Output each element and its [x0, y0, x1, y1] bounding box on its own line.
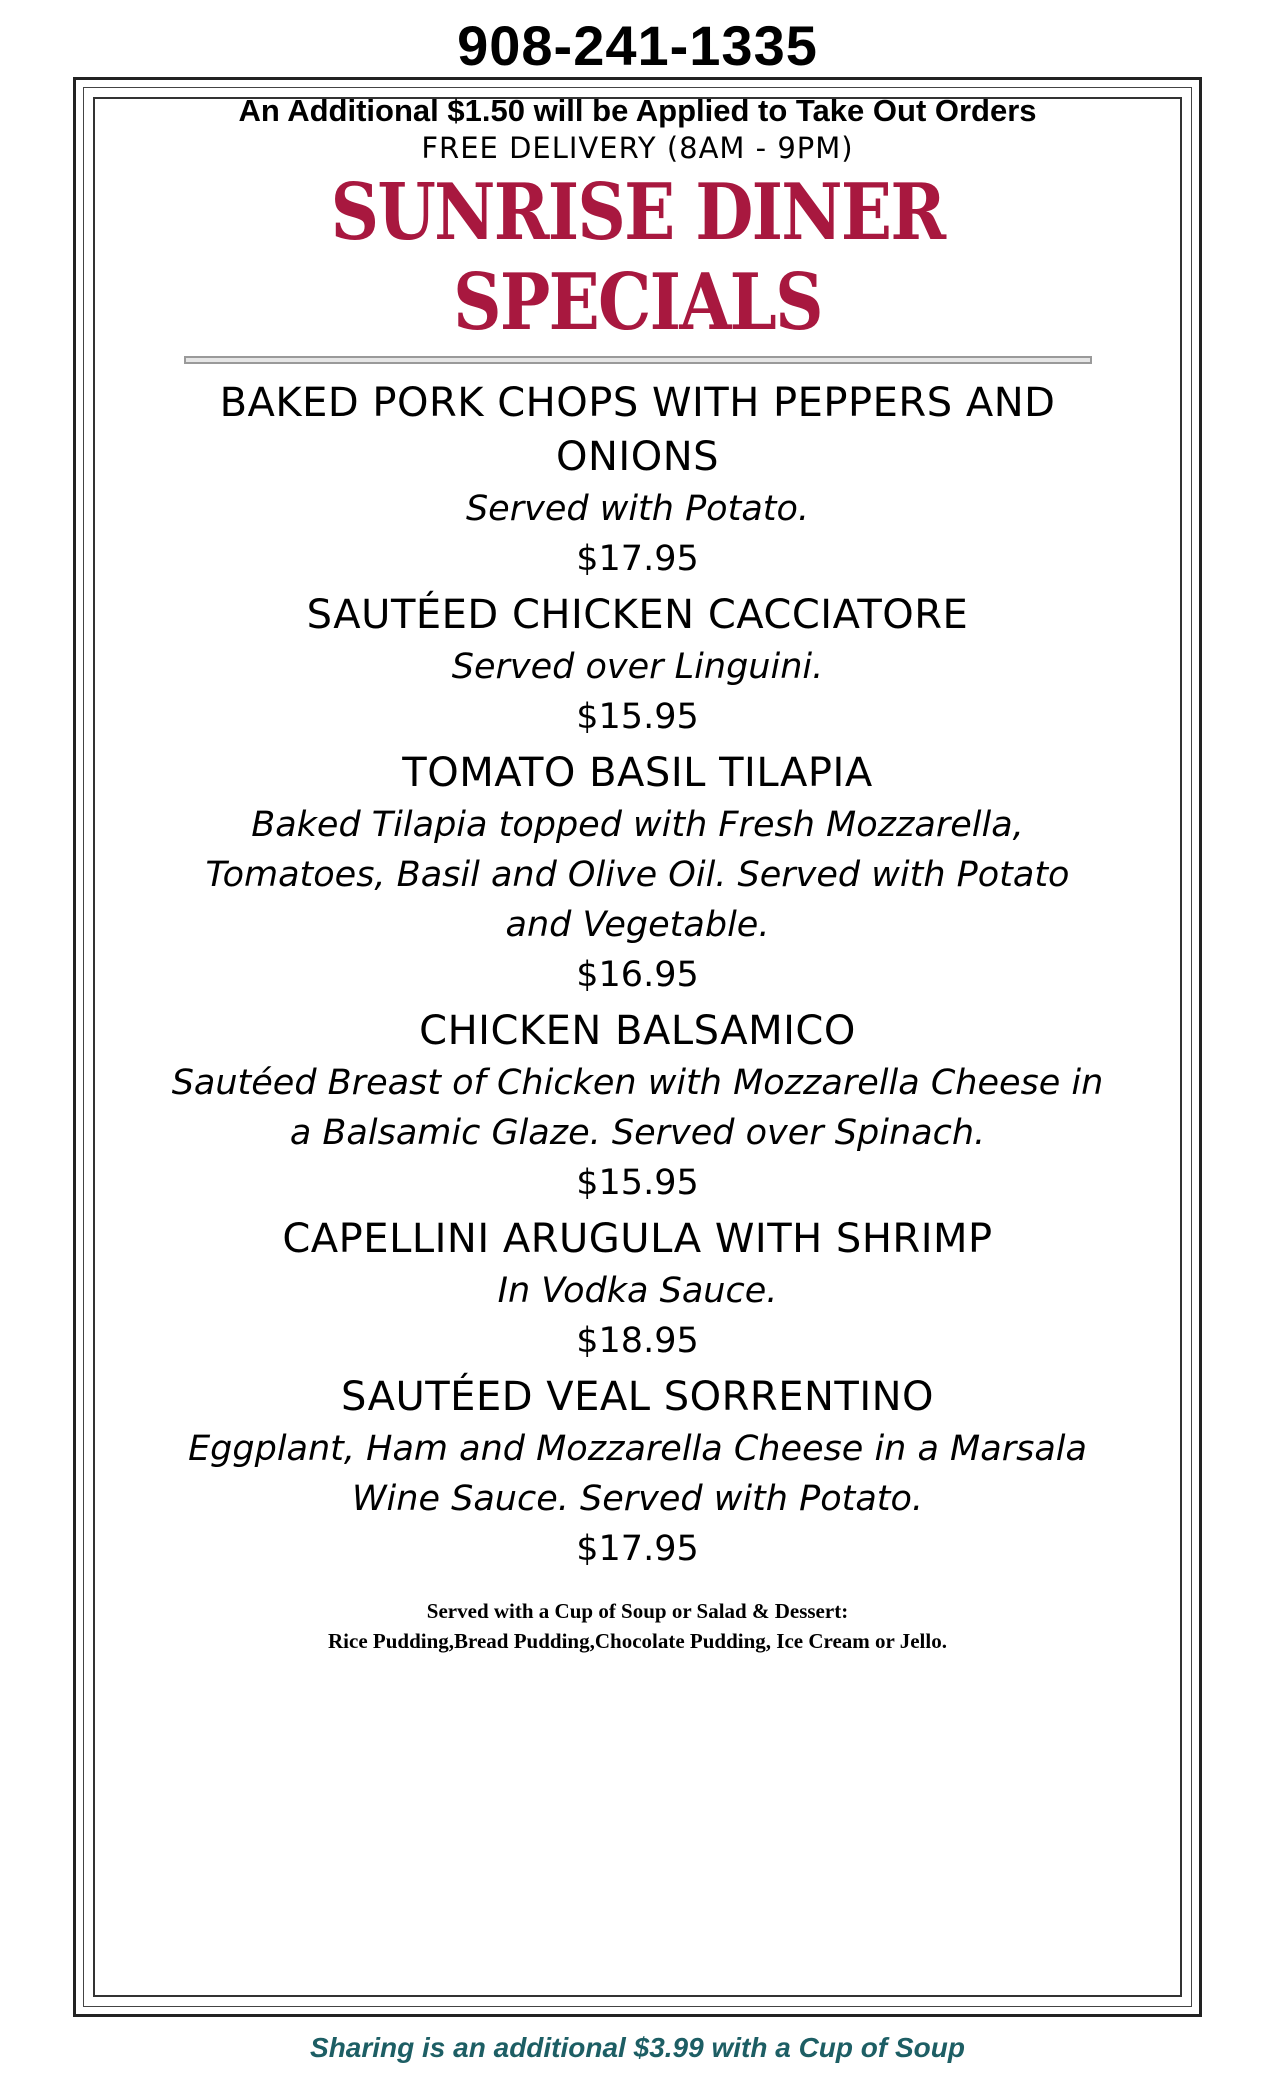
special-item	[120, 1370, 1155, 1574]
title-divider	[184, 356, 1092, 364]
item-name: BAKED PORK CHOPS WITH PEPPERS AND ONIONS	[219, 380, 1056, 480]
item-name: CAPELLINI ARUGULA WITH SHRIMP	[282, 1216, 993, 1262]
special-item	[120, 746, 1155, 1000]
phone-number-row	[0, 14, 1275, 77]
item-price: $16.95	[576, 955, 699, 995]
special-item	[120, 376, 1155, 584]
item-price: $15.95	[576, 697, 699, 737]
special-item	[120, 1004, 1155, 1208]
item-price: $18.95	[576, 1321, 699, 1361]
item-price: $15.95	[576, 1163, 699, 1203]
item-description: Served with Potato.	[465, 489, 810, 529]
sides-footnote	[120, 1596, 1155, 1656]
menu-content	[120, 92, 1155, 1656]
sharing-note: Sharing is an additional $3.99 with a Cup of Soup	[310, 2032, 965, 2063]
item-price: $17.95	[576, 539, 699, 579]
delivery-note: FREE DELIVERY (8AM - 9PM)	[421, 131, 854, 165]
item-price: $17.95	[576, 1529, 699, 1569]
item-description: Eggplant, Ham and Mozzarella Cheese in a Marsala Wine Sauce. Served with Potato.	[188, 1429, 1087, 1519]
item-name: TOMATO BASIL TILAPIA	[402, 750, 873, 796]
item-name: SAUTÉED CHICKEN CACCIATORE	[306, 592, 969, 638]
takeout-note: An Additional $1.50 will be Applied to Take Out Orders	[238, 93, 1037, 128]
footnote-line: Served with a Cup of Soup or Salad & Dessert:	[426, 1599, 849, 1623]
phone-number: 908-241-1335	[447, 18, 828, 74]
item-description: In Vodka Sauce.	[497, 1271, 778, 1311]
footnote-line: Rice Pudding,Bread Pudding,Chocolate Pudding, Ice Cream or Jello.	[328, 1629, 947, 1653]
page-title: SUNRISE DINER SPECIALS	[330, 167, 945, 348]
special-item	[120, 588, 1155, 742]
item-description: Sautéed Breast of Chicken with Mozzarella Cheese in a Balsamic Glaze. Served over Spinach.	[171, 1063, 1104, 1153]
item-description: Baked Tilapia topped with Fresh Mozzarella, Tomatoes, Basil and Olive Oil. Served with Potato and Vegetable.	[205, 805, 1070, 945]
item-name: CHICKEN BALSAMICO	[419, 1008, 856, 1054]
special-item	[120, 1212, 1155, 1366]
item-name: SAUTÉED VEAL SORRENTINO	[340, 1374, 935, 1420]
item-description: Served over Linguini.	[451, 647, 824, 687]
